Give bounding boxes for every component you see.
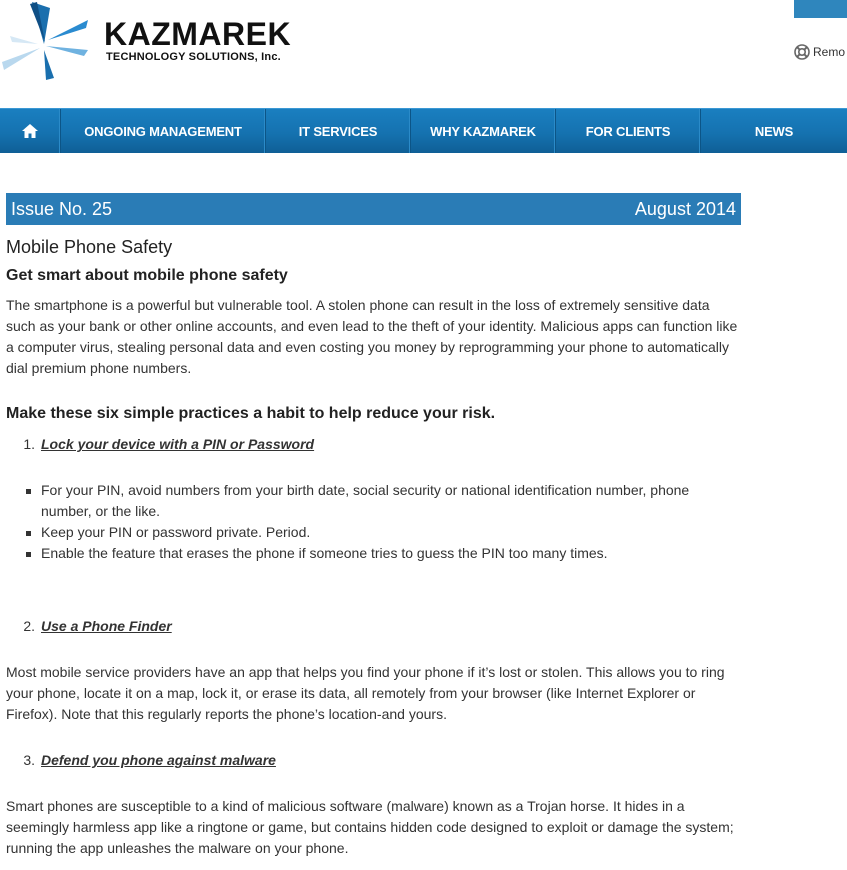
nav-it-services[interactable]: IT SERVICES [266,109,411,153]
site-header [0,0,847,108]
remote-support-label: Remo [813,45,846,59]
list-item: For your PIN, avoid numbers from your birth date, social security or national identification number, phone number, or the like. [6,480,742,522]
practice-number: 3. [23,752,35,768]
article-subtitle: Get smart about mobile phone safety [6,267,288,284]
practice-item-2 [6,616,742,637]
top-right-tab[interactable] [794,0,847,18]
main-navigation [0,108,847,153]
brand-tagline: TECHNOLOGY SOLUTIONS, Inc. [106,51,281,63]
remote-support-link[interactable] [794,44,845,60]
list-item: Enable the feature that erases the phone if someone tries to guess the PIN too many times. [6,543,742,564]
issue-banner [6,193,741,225]
nav-ongoing-management[interactable]: ONGOING MANAGEMENT [61,109,266,153]
kazmarek-logo-icon[interactable] [0,0,100,85]
issue-date: August 2014 [634,198,736,219]
practice-number: 1. [23,436,35,452]
practice-link-malware[interactable]: Defend you phone against malware [41,752,276,768]
home-icon [21,123,39,139]
practice-link-phone-finder[interactable]: Use a Phone Finder [41,618,172,634]
lifebuoy-icon [794,44,810,60]
article-intro: The smartphone is a powerful but vulnerable tool. A stolen phone can result in the loss of extremely sensitive data such as your bank or other online accounts, and even lead to the theft of your identity. Malicious apps can function like a computer virus, stealing personal data and even costing you money by reprogramming your phone to automatically dial premium phone numbers. [6,297,738,376]
newsletter-content [6,193,742,859]
practice-item-3 [6,750,742,771]
nav-why-kazmarek[interactable]: WHY KAZMAREK [411,109,556,153]
issue-number: Issue No. 25 [11,198,113,219]
pin-tips-list [6,480,742,564]
nav-news[interactable]: NEWS [754,123,794,139]
phone-finder-text: Most mobile service providers have an app that helps you find your phone if it’s lost or stolen. This allows you to ring your phone, locate it on a map, lock it, or erase its data, all remotely from your browser (like Internet Explorer or Firefox). Note that this regularly reports the phone’s location-and yours. [6,664,725,722]
practice-item-1 [6,434,742,455]
article-title: Mobile Phone Safety [6,237,173,257]
malware-text: Smart phones are susceptible to a kind of malicious software (malware) known as a Trojan horse. It hides in a seemingly harmless app like a ringtone or game, but contains hidden code designed to exploit or damage the system; running the app unleashes the malware on your phone. [6,798,734,856]
practice-number: 2. [23,618,35,634]
nav-home[interactable] [0,109,61,153]
nav-for-clients[interactable]: FOR CLIENTS [556,109,701,153]
brand-name: KAZMAREK [104,16,292,52]
practices-heading: Make these six simple practices a habit to help reduce your risk. [6,405,496,422]
practice-link-lock-device[interactable]: Lock your device with a PIN or Password [41,436,315,452]
list-item: Keep your PIN or password private. Period. [6,522,742,543]
